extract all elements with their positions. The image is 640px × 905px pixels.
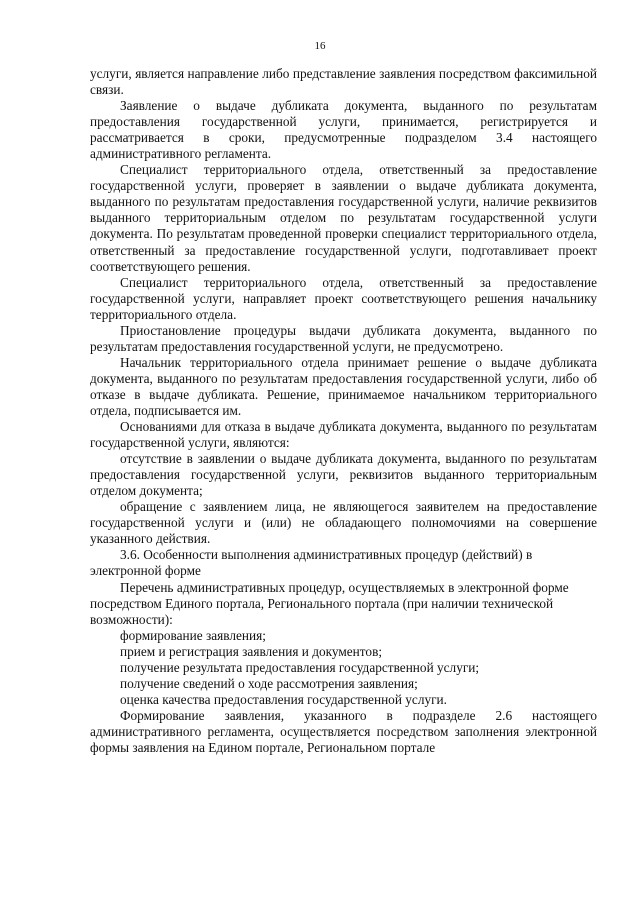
paragraph-refusal-grounds: Основаниями для отказа в выдаче дубликата документа, выданного по результатам государственной услуги, являются: (90, 419, 597, 451)
paragraph-head-decision: Начальник территориального отдела принимает решение о выдаче дубликата документа, выданного по результатам предоставления государственной услуги, либо об отказе в выдаче дубликата. Решение, принимаемое начальником территориального отдела, подписывается им. (90, 354, 597, 418)
document-body (90, 66, 597, 756)
list-item-refusal-2: обращение с заявлением лица, не являющегося заявителем на предоставление государственной услуги и (или) не обладающего полномочиями на совершение указанного действия. (90, 499, 597, 547)
paragraph-suspension: Приостановление процедуры выдачи дубликата документа, выданного по результатам предоставления государственной услуги, не предусмотрено. (90, 322, 597, 354)
list-item-refusal-1: отсутствие в заявлении о выдаче дубликата документа, выданного по результатам предоставления государственной услуги, реквизитов выданного территориальным отделом документа; (90, 451, 597, 499)
section-heading-3-6: 3.6. Особенности выполнения административных процедур (действий) в электронной форме (90, 547, 533, 579)
list-item-procedure-3: получение результата предоставления государственной услуги; (120, 659, 480, 675)
paragraph-specialist-sends: Специалист территориального отдела, ответственный за предоставление государственной услуги, направляет проект соответствующего решения начальнику территориального отдела. (90, 274, 597, 322)
paragraph-continuation: услуги, является направление либо представление заявления посредством факсимильной связи. (90, 66, 597, 98)
page-number: 16 (314, 40, 326, 52)
paragraph-specialist-check: Специалист территориального отдела, ответственный за предоставление государственной услуги, проверяет в заявлении о выдаче дубликата документа, выданного по результатам предоставления государственной услуги, наличие реквизитов выданного территориальным отделом по результатам государственной услуги документа. По результатам проведенной проверки специалист территориального отдела, ответственный за предоставление государственной услуги, подготавливает проект соответствующего решения. (90, 162, 597, 274)
paragraph-procedures-list-intro: Перечень административных процедур, осуществляемых в электронной форме посредством Единого портала, Регионального портала (при наличии технической возможности): (90, 579, 569, 627)
list-item-procedure-2: прием и регистрация заявления и документов; (120, 643, 383, 659)
list-item-procedure-5: оценка качества предоставления государственной услуги. (120, 691, 448, 707)
paragraph-form-filling: Формирование заявления, указанного в подразделе 2.6 настоящего административного регламента, осуществляется посредством заполнения электронной формы заявления на Едином портале, Региональном портале (90, 707, 597, 755)
list-item-procedure-4: получение сведений о ходе рассмотрения заявления; (120, 675, 418, 691)
paragraph-duplicate-application: Заявление о выдаче дубликата документа, выданного по результатам предоставления государственной услуги, принимается, регистрируется и рассматривается в сроки, предусмотренные подразделом 3.4 настоящего административного регламента. (90, 98, 597, 162)
list-item-procedure-1: формирование заявления; (120, 627, 266, 643)
